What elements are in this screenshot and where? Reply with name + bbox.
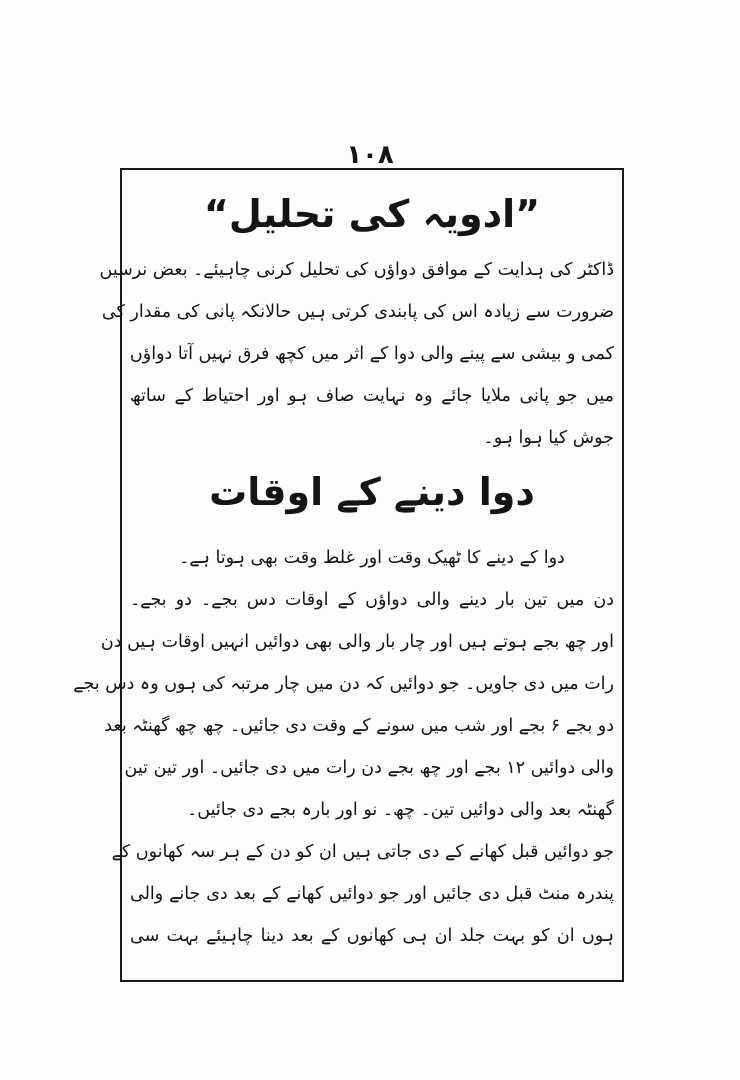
- text-frame: [73, 168, 624, 982]
- paragraph-line: کمی و بیشی سے پینے والی دوا کے اثر میں کچھ فرق نہیں آتا دواؤں: [129, 344, 614, 364]
- paragraph-line: گھنٹہ بعد والی دوائیں تین۔ چھ۔ نو اور بارہ بجے دی جائیں۔: [187, 800, 614, 820]
- paragraph-line: جو دوائیں قبل کھانے کے دی جاتی ہیں ان کو دن کے ہر سہ کھانوں کے: [111, 842, 614, 862]
- paragraph-line: دو بجے ۶ بجے اور شب میں سونے کے وقت دی جائیں۔ چھ چھ گھنٹہ بعد: [104, 716, 614, 736]
- paragraph-line: دوا کے دینے کا ٹھیک وقت اور غلط وقت بھی ہوتا ہے۔: [179, 548, 565, 568]
- paragraph-line: میں جو پانی ملایا جائے وہ نہایت صاف ہو اور احتیاط کے ساتھ: [130, 386, 614, 406]
- paragraph-line: ضرورت سے زیادہ اس کی پابندی کرتی ہیں حالانکہ پانی کی مقدار کی: [101, 302, 614, 322]
- section-heading-medicine-dissolution: ”ادویہ کی تحلیل“: [203, 192, 541, 236]
- page-number: ١٠٨: [346, 140, 394, 170]
- paragraph-line: والی دوائیں ۱۲ بجے اور چھ بجے دن رات میں دی جائیں۔ اور تین تین: [124, 758, 614, 778]
- paragraph-line: دن میں تین بار دینے والی دواؤں کے اوقات دس بجے۔ دو بجے۔: [130, 590, 614, 610]
- paragraph-line: پندرہ منٹ قبل دی جائیں اور جو دوائیں کھانے کے بعد دی جانے والی: [130, 884, 614, 904]
- paragraph-line: رات میں دی جاویں۔ جو دوائیں کہ دن میں چار مرتبہ کی ہوں وہ دس بجے: [73, 674, 614, 694]
- paragraph-line: ڈاکٹر کی ہدایت کے موافق دواؤں کی تحلیل کرنی چاہیئے۔ بعض نرسیں: [99, 260, 614, 280]
- paragraph-line: اور چھ بجے ہوتے ہیں اور چار بار والی بھی دوائیں انہیں اوقات ہیں دن: [100, 632, 614, 652]
- section-heading-medicine-timings: دوا دینے کے اوقات: [209, 470, 535, 514]
- paragraph-line: ہوں ان کو بہت جلد ان ہی کھانوں کے بعد دینا چاہیئے بہت سی: [130, 926, 614, 946]
- paragraph-line: جوش کیا ہوا ہو۔: [483, 428, 614, 448]
